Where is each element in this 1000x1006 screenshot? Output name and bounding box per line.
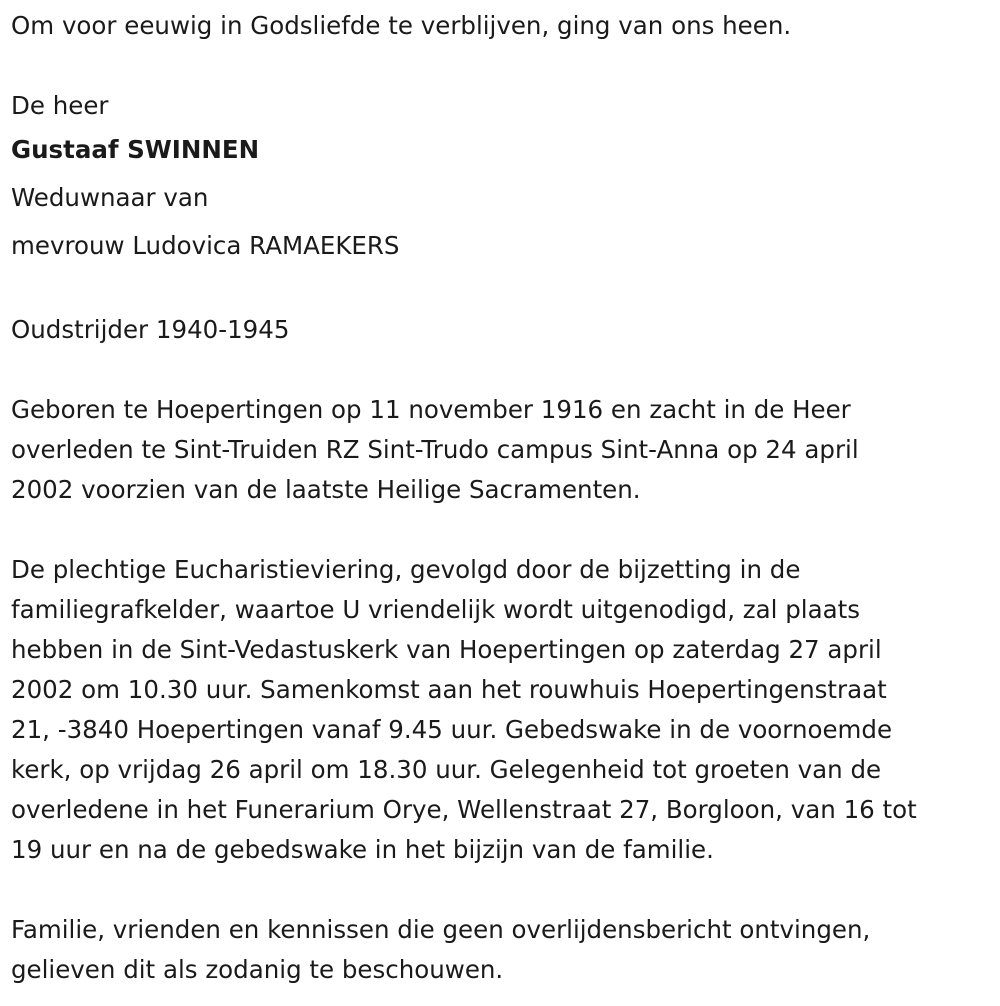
paragraph-line: Geboren te Hoepertingen op 11 november 1916 en zacht in de Heer xyxy=(11,395,851,424)
paragraph-line: 19 uur en na de gebedswake in het bijzijn van de familie. xyxy=(11,835,714,864)
obituary-document xyxy=(11,6,995,990)
paragraph-line: De plechtige Eucharistieviering, gevolgd door de bijzetting in de xyxy=(11,555,801,584)
paragraph-line: 2002 om 10.30 uur. Samenkomst aan het rouwhuis Hoepertingenstraat xyxy=(11,675,887,704)
veteran-note: Oudstrijder 1940-1945 xyxy=(11,315,290,344)
deceased-name: Gustaaf SWINNEN xyxy=(11,135,260,164)
spouse-name: mevrouw Ludovica RAMAEKERS xyxy=(11,231,400,260)
paragraph-line: Familie, vrienden en kennissen die geen overlijdensbericht ontvingen, xyxy=(11,915,871,944)
paragraph-line: overleden te Sint-Truiden RZ Sint-Trudo campus Sint-Anna op 24 april xyxy=(11,435,859,464)
salutation: De heer xyxy=(11,91,109,120)
closing-paragraph xyxy=(11,910,995,990)
paragraph-line: 2002 voorzien van de laatste Heilige Sacramenten. xyxy=(11,475,641,504)
paragraph-line: familiegrafkelder, waartoe U vriendelijk wordt uitgenodigd, zal plaats xyxy=(11,595,861,624)
opening-line: Om voor eeuwig in Godsliefde te verblijven, ging van ons heen. xyxy=(11,11,792,40)
widower-label: Weduwnaar van xyxy=(11,183,209,212)
paragraph-line: hebben in de Sint-Vedastuskerk van Hoepertingen op zaterdag 27 april xyxy=(11,635,882,664)
ceremony-paragraph xyxy=(11,550,995,870)
paragraph-line: overledene in het Funerarium Orye, Wellenstraat 27, Borgloon, van 16 tot xyxy=(11,795,917,824)
paragraph-line: 21, -3840 Hoepertingen vanaf 9.45 uur. Gebedswake in de voornoemde xyxy=(11,715,893,744)
paragraph-line: gelieven dit als zodanig te beschouwen. xyxy=(11,955,504,984)
birth-death-paragraph xyxy=(11,390,995,510)
paragraph-line: kerk, op vrijdag 26 april om 18.30 uur. Gelegenheid tot groeten van de xyxy=(11,755,882,784)
